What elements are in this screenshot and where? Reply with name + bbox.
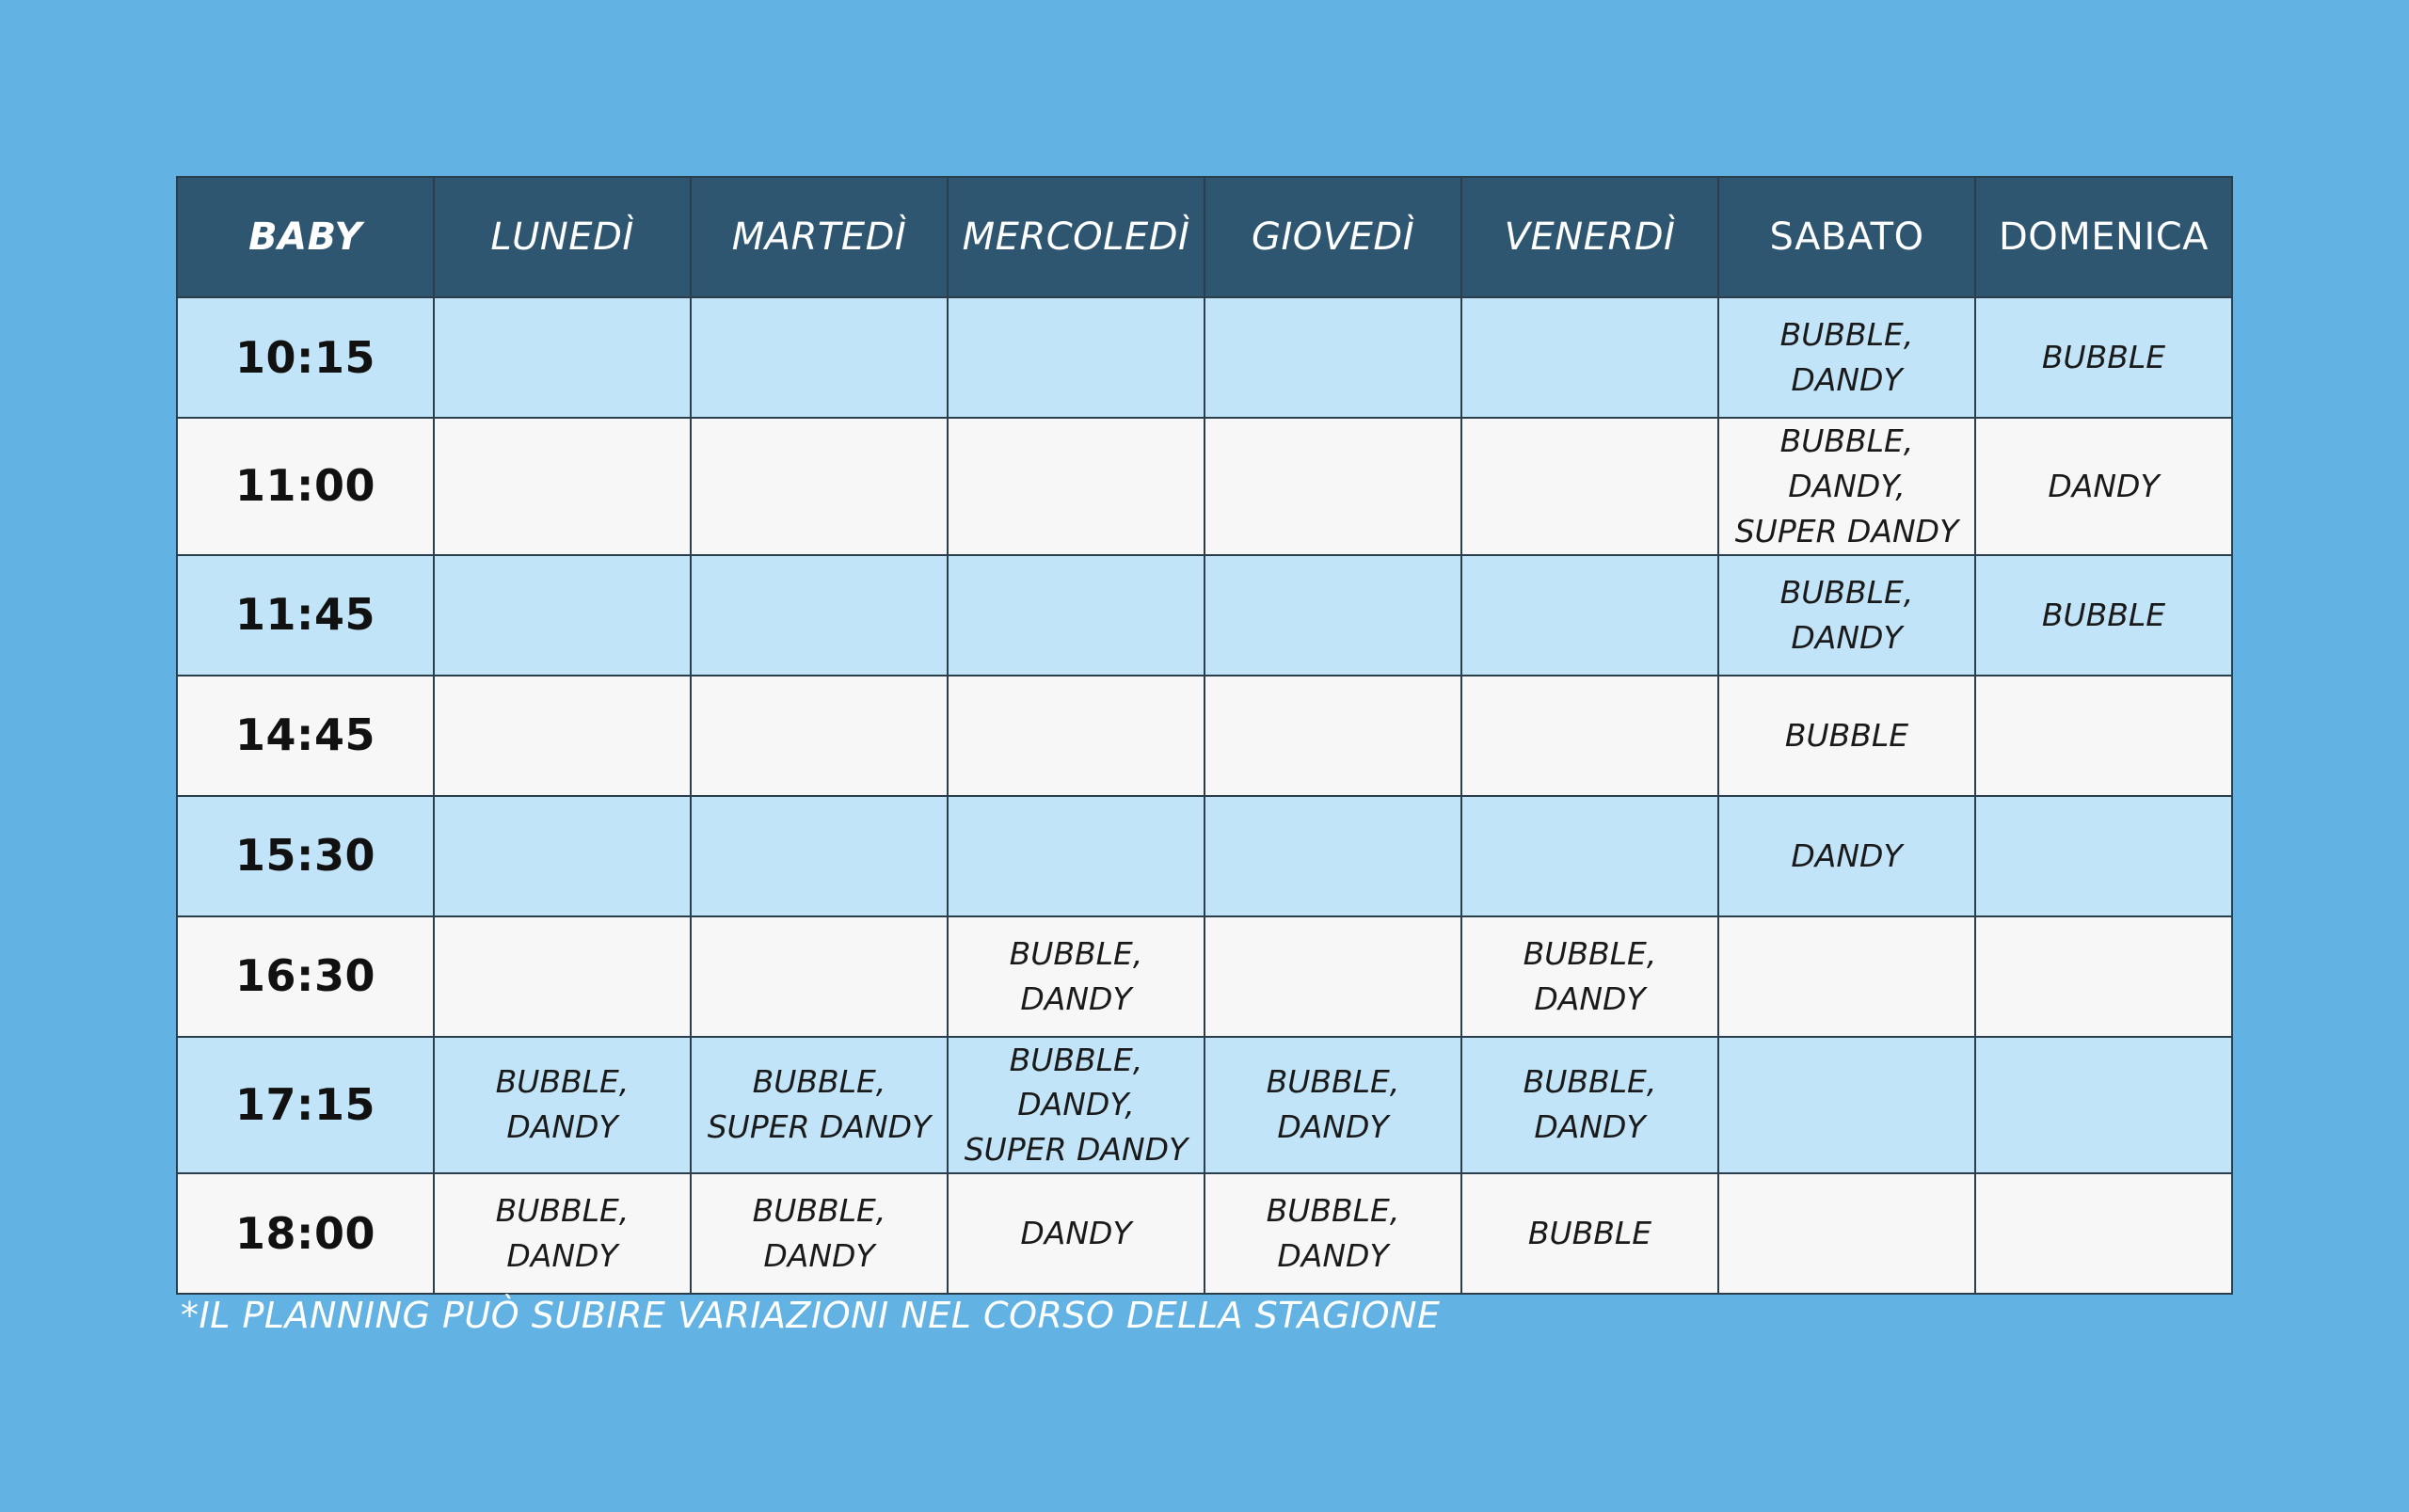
class-cell-sabato [1718, 1173, 1975, 1294]
class-cell-venerdi [1461, 418, 1718, 555]
class-cell-giovedi [1204, 916, 1461, 1037]
class-cell-lunedi [434, 1037, 691, 1174]
class-cell-lunedi [434, 297, 691, 418]
class-cell-mercoledi [948, 555, 1204, 676]
class-cell-mercoledi [948, 1173, 1204, 1294]
class-names: BUBBLE, DANDY [1523, 1063, 1657, 1146]
time-slot-cell: 16:30 [177, 916, 434, 1037]
schedule-header [177, 177, 2232, 297]
class-names: DANDY [1791, 836, 1903, 874]
class-cell-giovedi [1204, 1037, 1461, 1174]
class-names: DANDY [2048, 467, 2160, 504]
class-cell-giovedi [1204, 1173, 1461, 1294]
header-day-venerdi: VENERDÌ [1461, 177, 1718, 297]
schedule-body [177, 297, 2232, 1294]
class-names: BUBBLE, DANDY [752, 1192, 886, 1275]
class-cell-venerdi [1461, 555, 1718, 676]
header-day-giovedi: GIOVEDÌ [1204, 177, 1461, 297]
class-names: BUBBLE, DANDY, SUPER DANDY [1734, 422, 1959, 549]
class-names: BUBBLE, SUPER DANDY [707, 1063, 932, 1146]
class-cell-lunedi [434, 916, 691, 1037]
class-names: BUBBLE, DANDY [1523, 934, 1657, 1017]
table-row [177, 297, 2232, 418]
class-cell-venerdi [1461, 676, 1718, 796]
class-cell-sabato [1718, 297, 1975, 418]
class-cell-martedi [691, 555, 948, 676]
time-slot-cell: 11:00 [177, 418, 434, 555]
class-cell-martedi [691, 796, 948, 916]
class-cell-giovedi [1204, 297, 1461, 418]
class-cell-lunedi [434, 1173, 691, 1294]
class-names: BUBBLE, DANDY [495, 1192, 630, 1275]
time-slot-cell: 18:00 [177, 1173, 434, 1294]
header-row [177, 177, 2232, 297]
class-cell-domenica [1975, 1173, 2232, 1294]
class-cell-mercoledi [948, 1037, 1204, 1174]
class-names: BUBBLE, DANDY [495, 1063, 630, 1146]
header-day-lunedi: LUNEDÌ [434, 177, 691, 297]
class-names: BUBBLE, DANDY [1779, 316, 1914, 398]
class-names: BUBBLE [1784, 716, 1909, 754]
class-cell-martedi [691, 297, 948, 418]
header-day-domenica: DOMENICA [1975, 177, 2232, 297]
header-day-martedi: MARTEDÌ [691, 177, 948, 297]
class-names: BUBBLE, DANDY [1779, 573, 1914, 656]
time-slot-cell: 10:15 [177, 297, 434, 418]
table-row [177, 1173, 2232, 1294]
class-names: BUBBLE [1527, 1215, 1652, 1252]
table-row [177, 418, 2232, 555]
class-cell-sabato [1718, 418, 1975, 555]
class-cell-domenica [1975, 796, 2232, 916]
class-cell-domenica [1975, 916, 2232, 1037]
class-cell-domenica [1975, 676, 2232, 796]
class-cell-lunedi [434, 796, 691, 916]
time-slot-cell: 11:45 [177, 555, 434, 676]
class-cell-giovedi [1204, 796, 1461, 916]
class-cell-venerdi [1461, 1037, 1718, 1174]
class-cell-mercoledi [948, 297, 1204, 418]
class-cell-domenica [1975, 1037, 2232, 1174]
class-cell-sabato [1718, 1037, 1975, 1174]
header-corner-baby: BABY [177, 177, 434, 297]
class-cell-giovedi [1204, 555, 1461, 676]
class-cell-domenica [1975, 555, 2232, 676]
class-cell-martedi [691, 676, 948, 796]
class-cell-martedi [691, 1173, 948, 1294]
class-cell-venerdi [1461, 796, 1718, 916]
class-cell-sabato [1718, 676, 1975, 796]
class-cell-sabato [1718, 796, 1975, 916]
class-cell-martedi [691, 418, 948, 555]
class-cell-lunedi [434, 555, 691, 676]
class-cell-mercoledi [948, 796, 1204, 916]
class-cell-giovedi [1204, 676, 1461, 796]
class-cell-mercoledi [948, 916, 1204, 1037]
class-names: BUBBLE [2041, 596, 2166, 633]
class-cell-mercoledi [948, 676, 1204, 796]
class-cell-venerdi [1461, 916, 1718, 1037]
class-cell-lunedi [434, 676, 691, 796]
season-variation-note: *IL PLANNING PUÒ SUBIRE VARIAZIONI NEL CORSO DELLA STAGIONE [181, 1295, 1441, 1336]
header-day-mercoledi: MERCOLEDÌ [948, 177, 1204, 297]
class-cell-lunedi [434, 418, 691, 555]
header-day-sabato: SABATO [1718, 177, 1975, 297]
table-row [177, 676, 2232, 796]
table-row [177, 796, 2232, 916]
class-names: BUBBLE, DANDY [1266, 1063, 1400, 1146]
schedule-table [176, 176, 2233, 1295]
class-cell-mercoledi [948, 418, 1204, 555]
class-cell-venerdi [1461, 297, 1718, 418]
class-names: BUBBLE [2041, 339, 2166, 376]
class-names: DANDY [1020, 1215, 1132, 1252]
class-cell-martedi [691, 916, 948, 1037]
class-cell-sabato [1718, 555, 1975, 676]
table-row [177, 916, 2232, 1037]
class-names: BUBBLE, DANDY [1009, 934, 1143, 1017]
class-cell-venerdi [1461, 1173, 1718, 1294]
class-cell-domenica [1975, 418, 2232, 555]
table-row [177, 555, 2232, 676]
time-slot-cell: 17:15 [177, 1037, 434, 1174]
class-cell-sabato [1718, 916, 1975, 1037]
time-slot-cell: 15:30 [177, 796, 434, 916]
time-slot-cell: 14:45 [177, 676, 434, 796]
class-names: BUBBLE, DANDY [1266, 1192, 1400, 1275]
class-names: BUBBLE, DANDY, SUPER DANDY [964, 1041, 1189, 1169]
class-cell-martedi [691, 1037, 948, 1174]
class-cell-domenica [1975, 297, 2232, 418]
class-cell-giovedi [1204, 418, 1461, 555]
table-row [177, 1037, 2232, 1174]
